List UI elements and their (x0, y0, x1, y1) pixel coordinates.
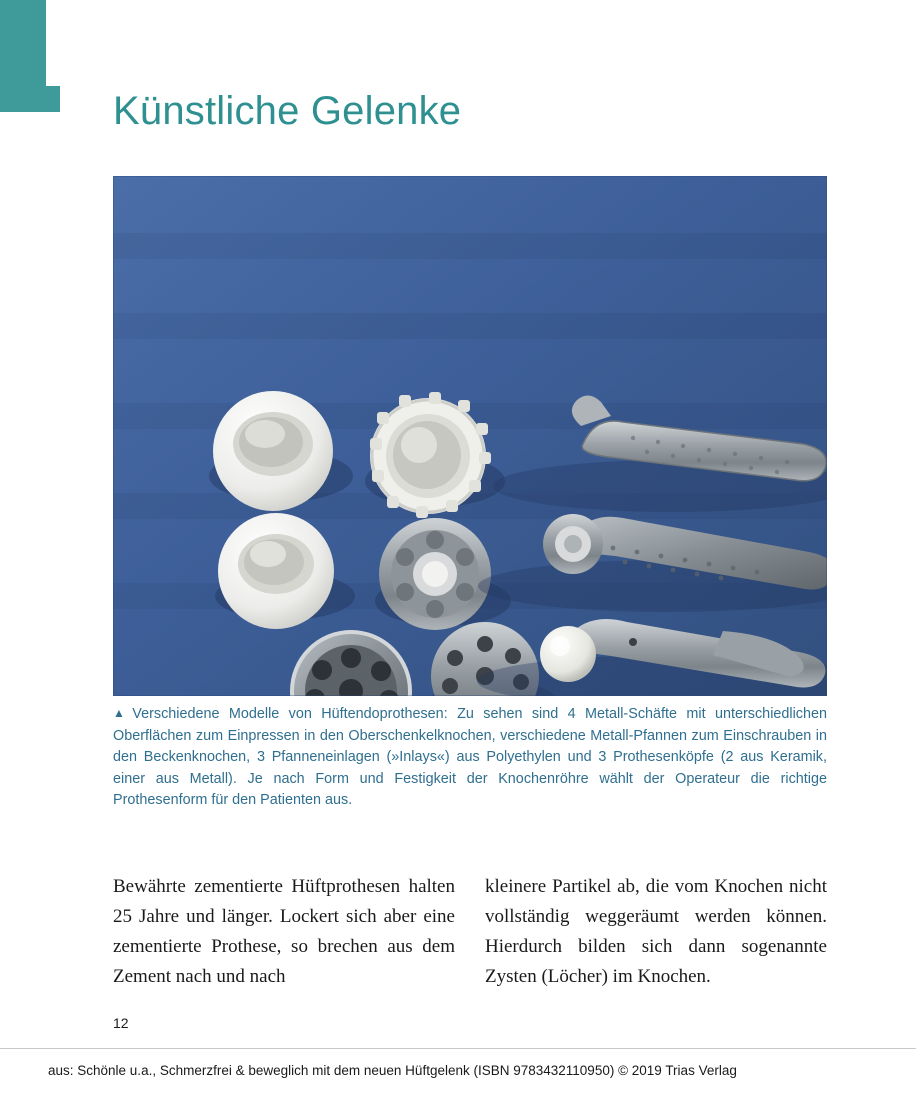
body-column-left (113, 872, 455, 992)
body-paragraph-left: Bewährte zementierte Hüftprothesen halten 25 Jahre und länger. Lockert sich aber eine zementierte Prothese, so brechen aus dem Zement nach und nach (113, 876, 455, 987)
page-number: 12 (113, 1015, 129, 1031)
body-paragraph-right: kleinere Partikel ab, die vom Knochen nicht vollständig weggeräumt werden können. Hierdurch bilden sich dann sogenannte Zysten (Löcher) im Knochen. (485, 876, 827, 987)
figure-image (113, 176, 827, 696)
figure-caption (113, 703, 827, 812)
caption-triangle-icon: ▲ (113, 706, 131, 720)
decorative-corner-mark (0, 0, 60, 112)
caption-text: Verschiedene Modelle von Hüftendoprothesen: Zu sehen sind 4 Metall-Schäfte mit unterschiedlichen Oberflächen zum Einpressen in den Oberschenkelknochen, verschiedene Metall-Pfannen zum Einschrauben in den Beckenknochen, 3 Pfanneneinlagen (»Inlays«) aus Polyethylen und 3 Prothesenköpfe (2 aus Keramik, einer aus Metall). Je nach Form und Festigkeit der Knochenröhre wählt der Operateur die richtige Prothesenform für den Patienten aus. (113, 706, 827, 808)
body-column-right (485, 872, 827, 992)
footer-divider (0, 1048, 916, 1049)
footer-source-text: aus: Schönle u.a., Schmerzfrei & beweglich mit dem neuen Hüftgelenk (ISBN 9783432110950) © 2019 Trias Verlag (48, 1063, 737, 1078)
page-title: Künstliche Gelenke (113, 88, 462, 133)
corner-mark-horizontal-bar (0, 86, 60, 112)
body-columns (113, 872, 827, 992)
